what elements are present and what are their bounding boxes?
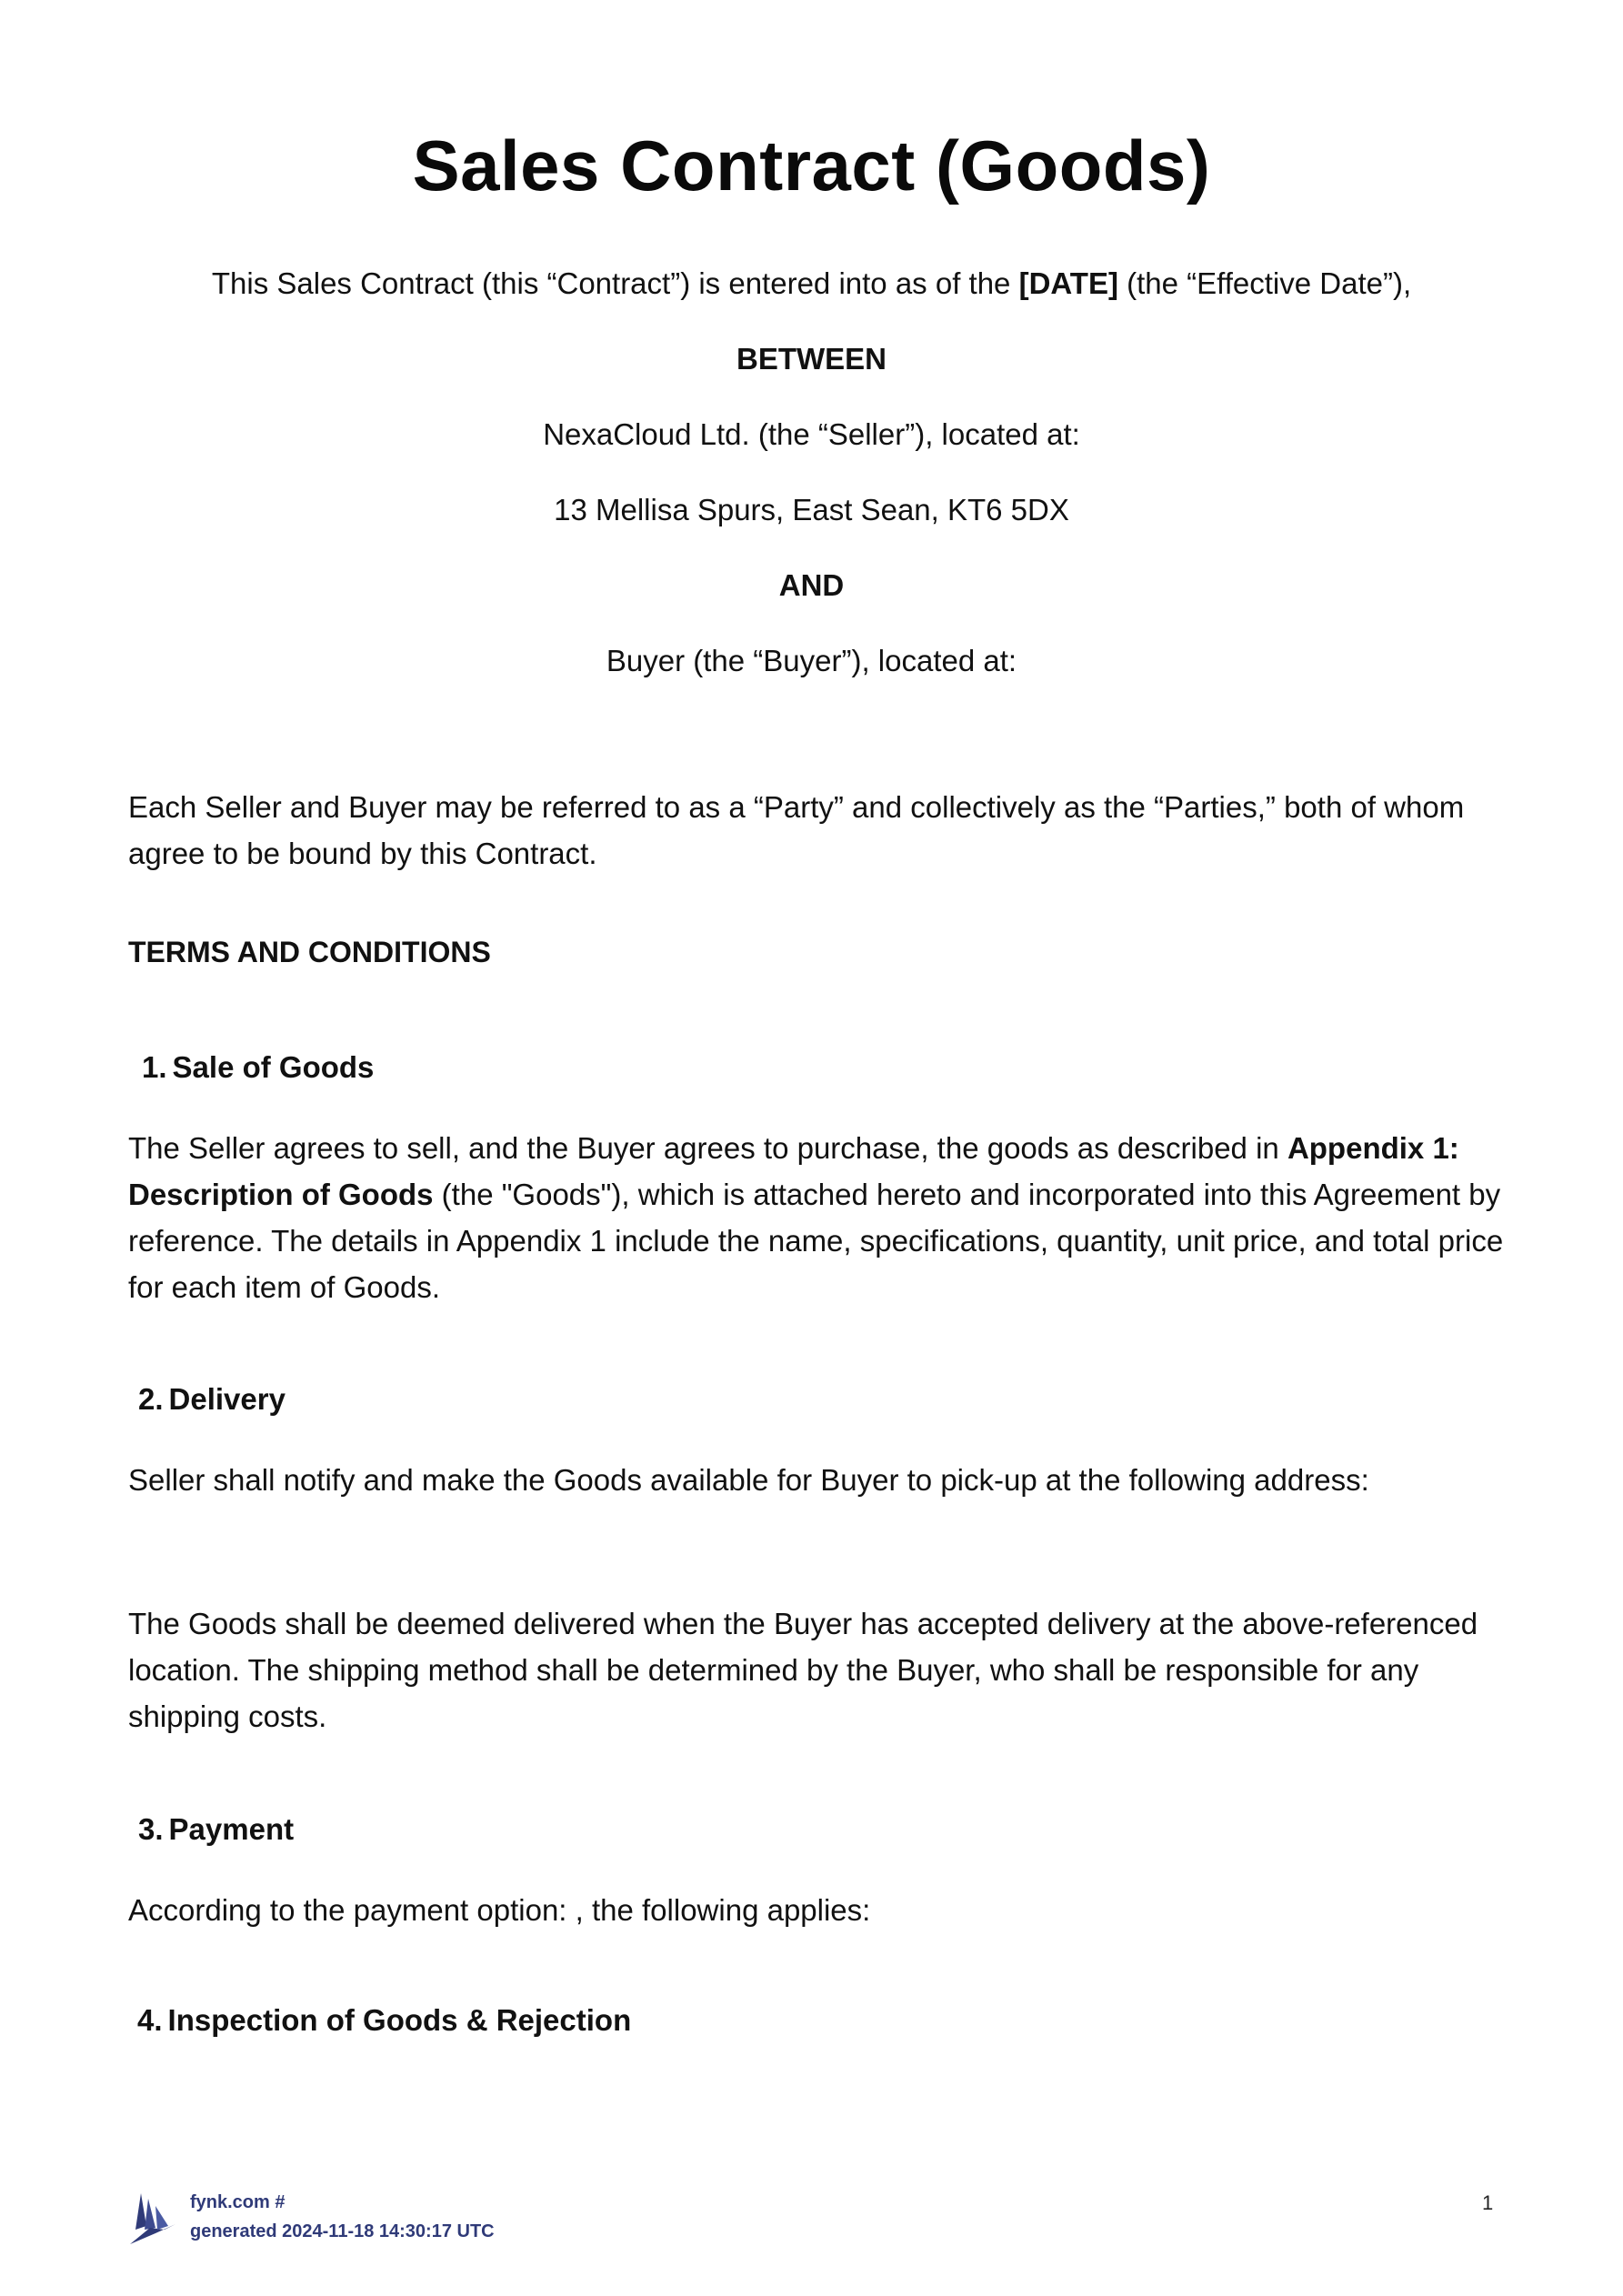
document-title: Sales Contract (Goods)	[412, 125, 1211, 206]
section-delivery-text-2: The Goods shall be deemed delivered when the Buyer has accepted delivery at the above-referenced location. The shipping method shall be determined by the Buyer, who shall be responsible for any shipping costs.	[128, 1607, 1478, 1733]
fynk-logo-icon	[128, 2190, 177, 2246]
section-heading-payment	[138, 1810, 294, 1850]
section-number: 1.	[142, 1050, 167, 1084]
section-title: Sale of Goods	[172, 1050, 375, 1084]
intro-line	[0, 264, 1623, 304]
intro-text-before: This Sales Contract (this “Contract”) is entered into as of the	[211, 266, 1019, 300]
appendix-reference: Appendix 1: Description of Goods	[128, 1131, 1459, 1211]
section-heading-delivery	[138, 1379, 286, 1419]
section-title: Inspection of Goods & Rejection	[167, 2003, 632, 2037]
section-heading-sale-of-goods	[142, 1048, 374, 1088]
buyer-line: Buyer (the “Buyer”), located at:	[606, 644, 1017, 677]
intro-text-after: (the “Effective Date”),	[1117, 266, 1412, 300]
section-text-part: The Seller agrees to sell, and the Buyer agrees to purchase, the goods as described in	[128, 1131, 1287, 1165]
footer-site: fynk.com #	[190, 2192, 286, 2212]
section-number: 4.	[137, 2003, 163, 2037]
section-sale-of-goods-text	[128, 1125, 1510, 1310]
seller-line: NexaCloud Ltd. (the “Seller”), located at:	[543, 417, 1080, 451]
and-label: AND	[778, 568, 845, 602]
section-payment-text: According to the payment option: , the following applies:	[128, 1893, 871, 1927]
seller-address: 13 Mellisa Spurs, East Sean, KT6 5DX	[554, 493, 1069, 526]
section-number: 3.	[138, 1812, 164, 1846]
terms-heading: TERMS AND CONDITIONS	[128, 936, 491, 968]
effective-date-placeholder: [DATE]	[1018, 266, 1118, 300]
page-number: 1	[1482, 2191, 1494, 2214]
between-label: BETWEEN	[736, 342, 887, 376]
section-title: Delivery	[168, 1382, 286, 1416]
section-delivery-text: Seller shall notify and make the Goods available for Buyer to pick-up at the following address:	[128, 1463, 1369, 1497]
section-heading-inspection	[137, 2000, 631, 2040]
footer-generated: generated 2024-11-18 14:30:17 UTC	[190, 2221, 495, 2241]
section-text-part: (the "Goods"), which is attached hereto and incorporated into this Agreement by reference. The details in Appendix 1 include the name, specifications, quantity, unit price, and total price for each item of Goods.	[128, 1178, 1504, 1304]
section-number: 2.	[138, 1382, 164, 1416]
footer-text	[190, 2188, 495, 2246]
parties-paragraph: Each Seller and Buyer may be referred to as a “Party” and collectively as the “Parties,” both of whom agree to be bound by this Contract.	[128, 790, 1465, 870]
section-title: Payment	[168, 1812, 295, 1846]
